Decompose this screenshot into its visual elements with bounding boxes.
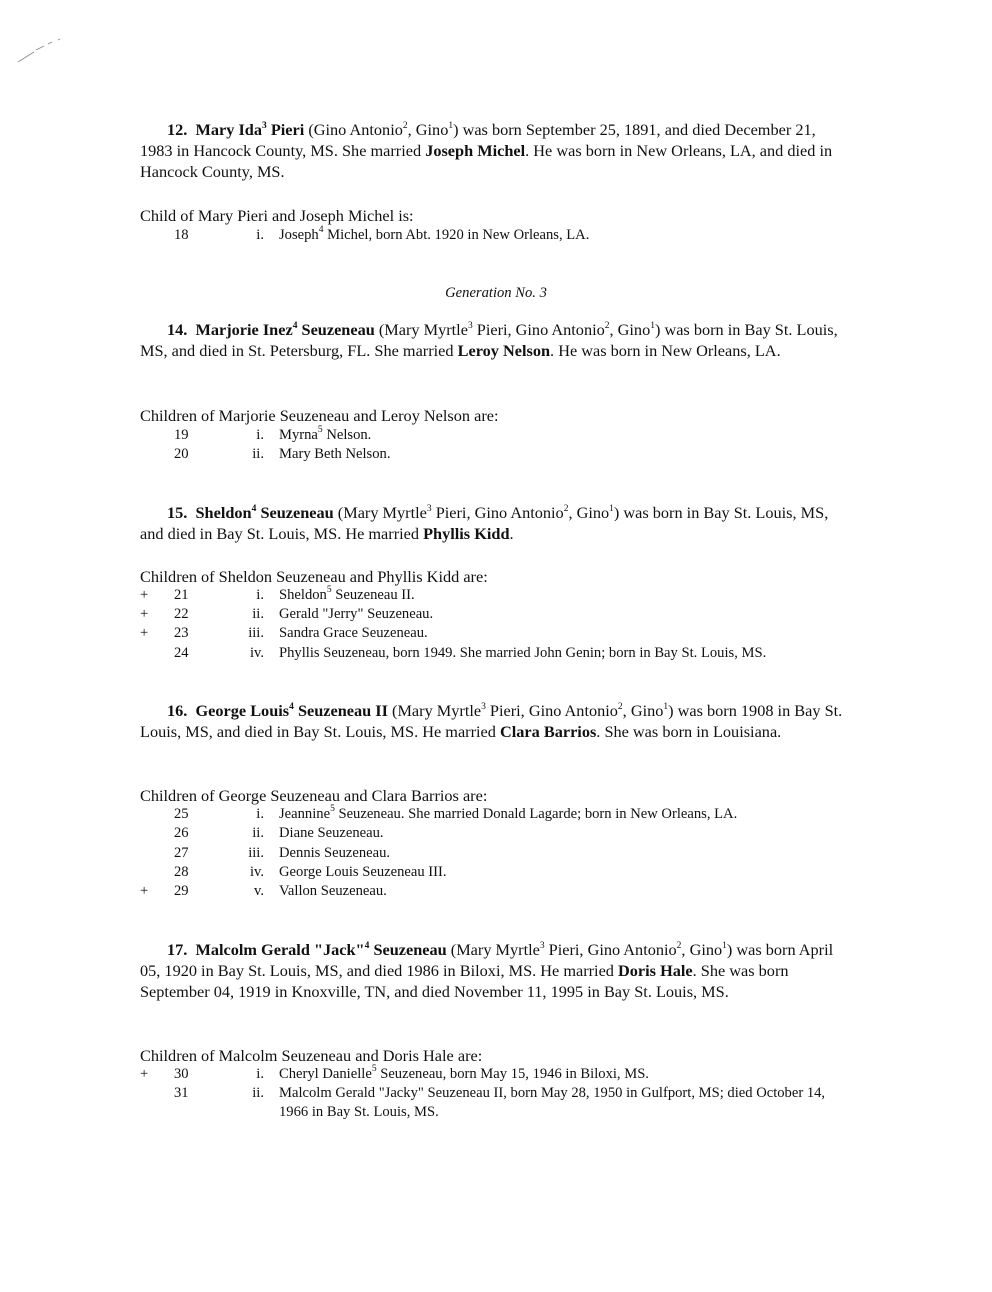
child-row bbox=[0, 426, 992, 446]
child-roman: i. bbox=[256, 227, 264, 243]
child-name: Malcolm Gerald "Jacky" Seuzeneau II, born May 28, 1950 in Gulfport, MS; died October 14, 1966 in Bay St. Louis, MS. bbox=[279, 1085, 826, 1120]
entry-text: ) was born in Bay St. Louis, MS, and died in Bay St. Louis, MS. He married bbox=[140, 503, 829, 543]
child-row bbox=[0, 844, 992, 864]
lineage-superscript: 1 bbox=[663, 701, 669, 712]
descendant-marker: + bbox=[140, 625, 149, 641]
person-surname: Seuzeneau bbox=[260, 503, 334, 522]
spouse-name: Doris Hale bbox=[618, 961, 693, 980]
lineage-text: , Gino bbox=[609, 320, 651, 339]
lineage-superscript: 3 bbox=[539, 940, 545, 951]
person-name: Marjorie Inez bbox=[195, 320, 293, 339]
child-roman: i. bbox=[256, 427, 264, 443]
child-details: Seuzeneau, born May 15, 1946 in Biloxi, MS. bbox=[376, 1066, 649, 1082]
child-number: 31 bbox=[174, 1085, 189, 1101]
generation-superscript: 5 bbox=[330, 804, 335, 815]
person-surname: Seuzeneau bbox=[373, 940, 447, 959]
generation-superscript: 4 bbox=[364, 940, 370, 951]
entry-14 bbox=[140, 319, 850, 361]
child-roman: iii. bbox=[248, 625, 264, 641]
lineage-text: , Gino bbox=[568, 503, 610, 522]
child-row bbox=[0, 605, 992, 625]
person-name: George Louis bbox=[195, 701, 290, 720]
generation-superscript: 5 bbox=[326, 585, 332, 596]
lineage-text: , Gino bbox=[681, 940, 723, 959]
child-row bbox=[0, 805, 992, 825]
lineage-superscript: 3 bbox=[426, 503, 432, 514]
child-number: 24 bbox=[174, 645, 189, 661]
child-row bbox=[0, 824, 992, 844]
child-text bbox=[279, 586, 839, 605]
entry-number: 14. bbox=[167, 320, 188, 339]
lineage-text: (Mary Myrtle bbox=[392, 701, 482, 720]
child-row bbox=[0, 586, 992, 606]
child-roman: ii. bbox=[252, 446, 264, 462]
child-roman: v. bbox=[254, 883, 264, 899]
descendant-marker: + bbox=[140, 606, 149, 622]
lineage-superscript: 2 bbox=[604, 320, 610, 331]
lineage-superscript: 2 bbox=[402, 120, 408, 131]
person-name: Malcolm Gerald "Jack" bbox=[195, 940, 365, 959]
generation-superscript: 4 bbox=[292, 320, 298, 331]
descendant-marker: + bbox=[140, 587, 149, 603]
child-name: Vallon Seuzeneau. bbox=[279, 883, 387, 899]
child-roman: i. bbox=[256, 587, 264, 603]
child-row bbox=[0, 1065, 992, 1085]
children-intro: Children of Sheldon Seuzeneau and Phyllis Kidd are: bbox=[140, 567, 488, 586]
children-intro: Children of George Seuzeneau and Clara Barrios are: bbox=[140, 786, 488, 805]
child-number: 21 bbox=[174, 587, 189, 603]
scan-artifact-mark bbox=[14, 38, 64, 66]
entry-text: ) was born April 05, 1920 in Bay St. Louis, MS, and died 1986 in Biloxi, MS. He married bbox=[140, 940, 834, 980]
lineage-superscript: 2 bbox=[676, 940, 682, 951]
child-text bbox=[279, 445, 839, 464]
lineage-text: (Mary Myrtle bbox=[337, 503, 427, 522]
entry-text: . She was born September 04, 1919 in Knoxville, TN, and died November 11, 1995 in Bay St. Louis, MS. bbox=[140, 961, 789, 1001]
child-number: 27 bbox=[174, 845, 189, 861]
person-name: Sheldon bbox=[195, 503, 252, 522]
generation-superscript: 4 bbox=[318, 225, 324, 236]
child-name: Myrna bbox=[279, 427, 318, 443]
child-text bbox=[279, 882, 839, 901]
generation-superscript: 3 bbox=[261, 120, 267, 131]
child-details: Seuzeneau. She married Donald Lagarde; born in New Orleans, LA. bbox=[334, 806, 738, 822]
child-name: George Louis Seuzeneau III. bbox=[279, 864, 447, 880]
generation-heading: Generation No. 3 bbox=[445, 285, 547, 301]
entry-text: ) was born 1908 in Bay St. Louis, MS, and died in Bay St. Louis, MS. He married bbox=[140, 701, 843, 741]
child-number: 22 bbox=[174, 606, 189, 622]
entry-number: 15. bbox=[167, 503, 188, 522]
entry-text: . He was born in New Orleans, LA. bbox=[550, 341, 781, 360]
entry-12 bbox=[140, 119, 850, 182]
child-number: 23 bbox=[174, 625, 189, 641]
lineage-superscript: 1 bbox=[609, 503, 614, 514]
person-surname: Pieri bbox=[270, 120, 305, 139]
child-text bbox=[279, 863, 839, 882]
child-number: 25 bbox=[174, 806, 189, 822]
lineage-superscript: 1 bbox=[448, 120, 454, 131]
child-number: 18 bbox=[174, 227, 189, 243]
entry-15 bbox=[140, 502, 850, 544]
child-row bbox=[0, 644, 992, 664]
child-text bbox=[279, 605, 839, 624]
entry-text: . bbox=[509, 524, 514, 543]
lineage-text: (Mary Myrtle bbox=[450, 940, 540, 959]
entry-text: . She was born in Louisiana. bbox=[596, 722, 782, 741]
child-name: Dennis Seuzeneau. bbox=[279, 845, 391, 861]
child-roman: iv. bbox=[249, 645, 264, 661]
generation-superscript: 4 bbox=[251, 503, 257, 514]
child-number: 28 bbox=[174, 864, 189, 880]
child-roman: iii. bbox=[248, 845, 264, 861]
child-number: 30 bbox=[174, 1066, 189, 1082]
entry-16 bbox=[140, 700, 850, 742]
child-number: 19 bbox=[174, 427, 189, 443]
lineage-text: , Gino bbox=[622, 701, 664, 720]
lineage-superscript: 1 bbox=[722, 940, 727, 951]
child-number: 29 bbox=[174, 883, 189, 899]
child-name: Phyllis Seuzeneau, born 1949. She married John Genin; born in Bay St. Louis, MS. bbox=[279, 645, 767, 661]
child-text bbox=[279, 805, 839, 824]
child-details: Nelson. bbox=[322, 427, 372, 443]
child-row bbox=[0, 882, 992, 902]
child-row bbox=[0, 863, 992, 883]
descendant-marker: + bbox=[140, 883, 149, 899]
child-name: Sheldon bbox=[279, 587, 327, 603]
child-text bbox=[279, 426, 839, 445]
child-roman: i. bbox=[256, 1066, 264, 1082]
spouse-name: Leroy Nelson bbox=[457, 341, 551, 360]
descendant-marker: + bbox=[140, 1066, 149, 1082]
lineage-superscript: 3 bbox=[467, 320, 473, 331]
entry-number: 17. bbox=[167, 940, 188, 959]
child-roman: i. bbox=[256, 806, 264, 822]
lineage-superscript: 2 bbox=[617, 701, 623, 712]
lineage-text: (Gino Antonio bbox=[308, 120, 403, 139]
child-text bbox=[279, 226, 839, 245]
child-text bbox=[279, 844, 839, 863]
generation-superscript: 5 bbox=[317, 425, 323, 436]
child-text bbox=[279, 1065, 839, 1084]
entry-17 bbox=[140, 939, 850, 1002]
spouse-name: Clara Barrios bbox=[499, 722, 597, 741]
entry-text: ) was born in Bay St. Louis, MS, and died in St. Petersburg, FL. She married bbox=[140, 320, 838, 360]
entry-16-paragraph bbox=[140, 700, 850, 742]
children-intro: Children of Malcolm Seuzeneau and Doris Hale are: bbox=[140, 1046, 483, 1065]
child-name: Mary Beth Nelson. bbox=[279, 446, 391, 462]
lineage-text: Pieri, Gino Antonio bbox=[544, 940, 677, 959]
child-row bbox=[0, 445, 992, 465]
lineage-text: (Mary Myrtle bbox=[378, 320, 468, 339]
child-row bbox=[0, 624, 992, 644]
lineage-text: Pieri, Gino Antonio bbox=[431, 503, 564, 522]
child-name: Jeannine bbox=[279, 806, 331, 822]
child-roman: ii. bbox=[252, 606, 264, 622]
spouse-name: Joseph Michel bbox=[425, 141, 526, 160]
lineage-superscript: 1 bbox=[650, 320, 655, 331]
child-details: Seuzeneau II. bbox=[331, 587, 415, 603]
person-name: Mary Ida bbox=[195, 120, 262, 139]
children-intro: Children of Marjorie Seuzeneau and Leroy Nelson are: bbox=[140, 406, 499, 425]
child-roman: ii. bbox=[252, 825, 264, 841]
lineage-text: Pieri, Gino Antonio bbox=[485, 701, 618, 720]
generation-superscript: 5 bbox=[371, 1064, 377, 1075]
child-name: Diane Seuzeneau. bbox=[279, 825, 384, 841]
child-details: Michel, born Abt. 1920 in New Orleans, LA. bbox=[323, 227, 590, 243]
lineage-text: , Gino bbox=[407, 120, 449, 139]
child-number: 20 bbox=[174, 446, 189, 462]
entry-12-paragraph bbox=[140, 119, 850, 182]
child-text bbox=[279, 624, 839, 643]
spouse-name: Phyllis Kidd bbox=[423, 524, 510, 543]
entry-text: ) was born September 25, 1891, and died December 21, 1983 in Hancock County, MS. She married bbox=[140, 120, 816, 160]
lineage-text: Pieri, Gino Antonio bbox=[472, 320, 605, 339]
entry-15-paragraph bbox=[140, 502, 850, 544]
child-text bbox=[279, 824, 839, 843]
lineage-superscript: 2 bbox=[563, 503, 569, 514]
entry-17-paragraph bbox=[140, 939, 850, 1002]
child-text bbox=[279, 644, 839, 663]
child-roman: ii. bbox=[252, 1085, 264, 1101]
child-number: 26 bbox=[174, 825, 189, 841]
person-surname: Seuzeneau II bbox=[297, 701, 388, 720]
child-name: Sandra Grace Seuzeneau. bbox=[279, 625, 428, 641]
child-name: Gerald "Jerry" Seuzeneau. bbox=[279, 606, 434, 622]
person-surname: Seuzeneau bbox=[301, 320, 375, 339]
entry-number: 16. bbox=[167, 701, 188, 720]
child-row bbox=[0, 226, 992, 246]
child-text bbox=[279, 1084, 839, 1122]
generation-superscript: 4 bbox=[289, 701, 294, 712]
entry-text: . He was born in New Orleans, LA, and died in Hancock County, MS. bbox=[140, 141, 833, 181]
children-intro: Child of Mary Pieri and Joseph Michel is: bbox=[140, 206, 414, 225]
entry-number: 12. bbox=[167, 120, 188, 139]
child-row bbox=[0, 1084, 992, 1124]
entry-14-paragraph bbox=[140, 319, 850, 361]
child-roman: iv. bbox=[249, 864, 264, 880]
child-name: Cheryl Danielle bbox=[279, 1066, 372, 1082]
child-name: Joseph bbox=[279, 227, 319, 243]
lineage-superscript: 3 bbox=[481, 701, 486, 712]
